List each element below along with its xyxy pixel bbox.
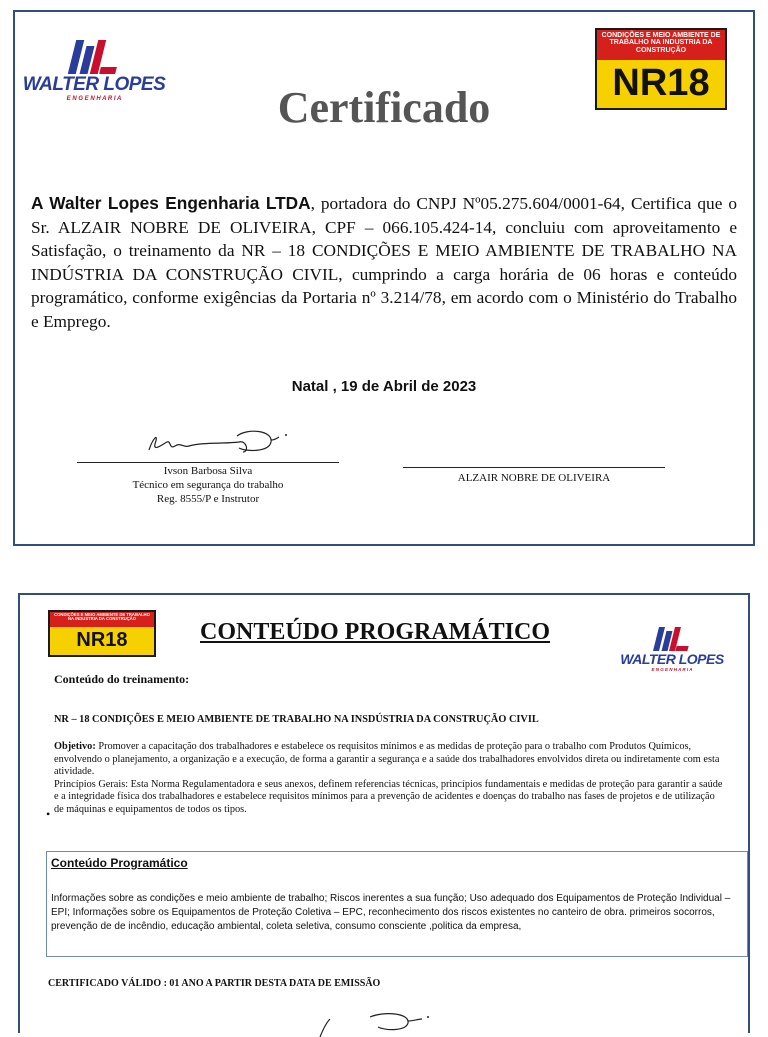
nr18-badge-small <box>48 610 156 657</box>
nr-heading: NR – 18 CONDIÇÕES E MEIO AMBIENTE DE TRABALHO NA INSDÚSTRIA DA CONSTRUÇÃO CIVIL <box>54 714 539 725</box>
certificate-date: Natal , 19 de Abril de 2023 <box>291 378 477 395</box>
certificate-company-name: A Walter Lopes Engenharia LTDA <box>31 193 311 213</box>
nr18-badge-small-caption: CONDIÇÕES E MEIO AMBIENTE DE TRABALHO NA INDUSTRIA DA CONSTRUÇÃO <box>50 612 154 627</box>
objective-text: Promover a capacitação dos trabalhadores e estabelece os requisitos mínimos e as medidas de proteção para o trabalho com Produtos Químicos, envolvendo o planejamento, a organização e a execução, de forma a garantir a segurança e a saúde dos trabalhadores envolvidos direta ou indiretamente com esta atividade. <box>54 741 720 778</box>
logo-company-name: WALTER LOPES <box>22 74 166 95</box>
certificate-body <box>31 192 737 333</box>
certificate-validity: CERTIFICADO VÁLIDO : 01 ANO A PARTIR DESTA DATA DE EMISSÃO <box>48 978 381 989</box>
objective-paragraph <box>54 741 724 779</box>
program-content-box-text: Informações sobre as condições e meio ambiente de trabalho; Riscos inerentes a sua função; Uso adequado dos Equipamentos de Proteção Individual – EPI; Informações sobre os Equipamentos de Proteção Coletiva – EPC, reconhecimento dos riscos existentes no canteiro de obra. primeiros socorros, prevenção de de incêndio, educação ambiental, coleta seletiva, consumo consciente ,politica da empresa, <box>51 893 731 932</box>
program-content-box-title: Conteúdo Programático <box>51 856 188 870</box>
nr18-badge-small-code: NR18 <box>76 629 128 651</box>
program-content-box <box>46 851 748 957</box>
training-label: Conteúdo do treinamento: <box>54 672 190 686</box>
signer1-reg: Reg. 8555/P e Instrutor <box>156 493 260 505</box>
program-page <box>18 593 750 1033</box>
logo-small-company-sub: E N G E N H A R I A <box>651 667 693 672</box>
signature-line-left <box>77 462 339 463</box>
certificate-title: Certificado <box>277 83 491 132</box>
principles-paragraph: Princípios Gerais: Esta Norma Regulamentadora e seus anexos, definem referencias técnicas, princípios fundamentais e medidas de proteção para garantir a saúde e a integridade física dos trabalhadores e estabelece requisitos mínimos para a prevenção de acidentes e doenças do trabalho nas fases de projetos e de utilização de máquinas e equipamentos de todos os tipos. <box>54 778 723 815</box>
signature-ivson-small <box>300 1007 450 1037</box>
logo-company-sub: E N G E N H A R I A <box>66 96 122 102</box>
signer2-name: ALZAIR NOBRE DE OLIVEIRA <box>457 472 611 484</box>
logo-small-company-name: WALTER LOPES <box>620 651 724 667</box>
nr18-badge-code: NR18 <box>612 62 710 104</box>
objective-block <box>54 741 724 817</box>
certificate-body-text: , portadora do CNPJ Nº05.275.604/0001-64, Certifica que o Sr. ALZAIR NOBRE DE OLIVEIRA, CPF – 066.105.424-14, concluiu com aproveitamento e Satisfação, o treinamento da NR – 18 CONDIÇÕES E MEIO AMBIENTE DE TRABALHO NA INDÚSTRIA DA CONSTRUÇÃO CIVIL, cumprindo a carga horária de 06 horas e conteúdo programático, conforme exigências da Portaria nº 3.214/78, em acordo com o Ministério do Trabalho e Emprego. <box>31 194 737 331</box>
program-title: CONTEÚDO PROGRAMÁTICO <box>200 619 551 645</box>
signer1-block <box>77 464 339 506</box>
objective-label: Objetivo: <box>54 741 96 752</box>
bullet-dot: • <box>46 807 51 821</box>
certificate-page <box>13 10 755 546</box>
walter-lopes-logo-small-mark <box>656 625 688 651</box>
signature-ivson <box>143 422 303 458</box>
walter-lopes-logo-small <box>610 625 734 672</box>
signer1-role: Técnico em segurança do trabalho <box>132 479 284 491</box>
signer1-name: Ivson Barbosa Silva <box>163 465 253 477</box>
signer2-block <box>403 471 665 485</box>
nr18-badge-caption: CONDIÇÕES E MEIO AMBIENTE DE TRABALHO NA INDUSTRIA DA CONSTRUÇÃO <box>597 30 725 60</box>
walter-lopes-logo-mark <box>72 38 116 74</box>
signature-line-right <box>403 467 665 468</box>
